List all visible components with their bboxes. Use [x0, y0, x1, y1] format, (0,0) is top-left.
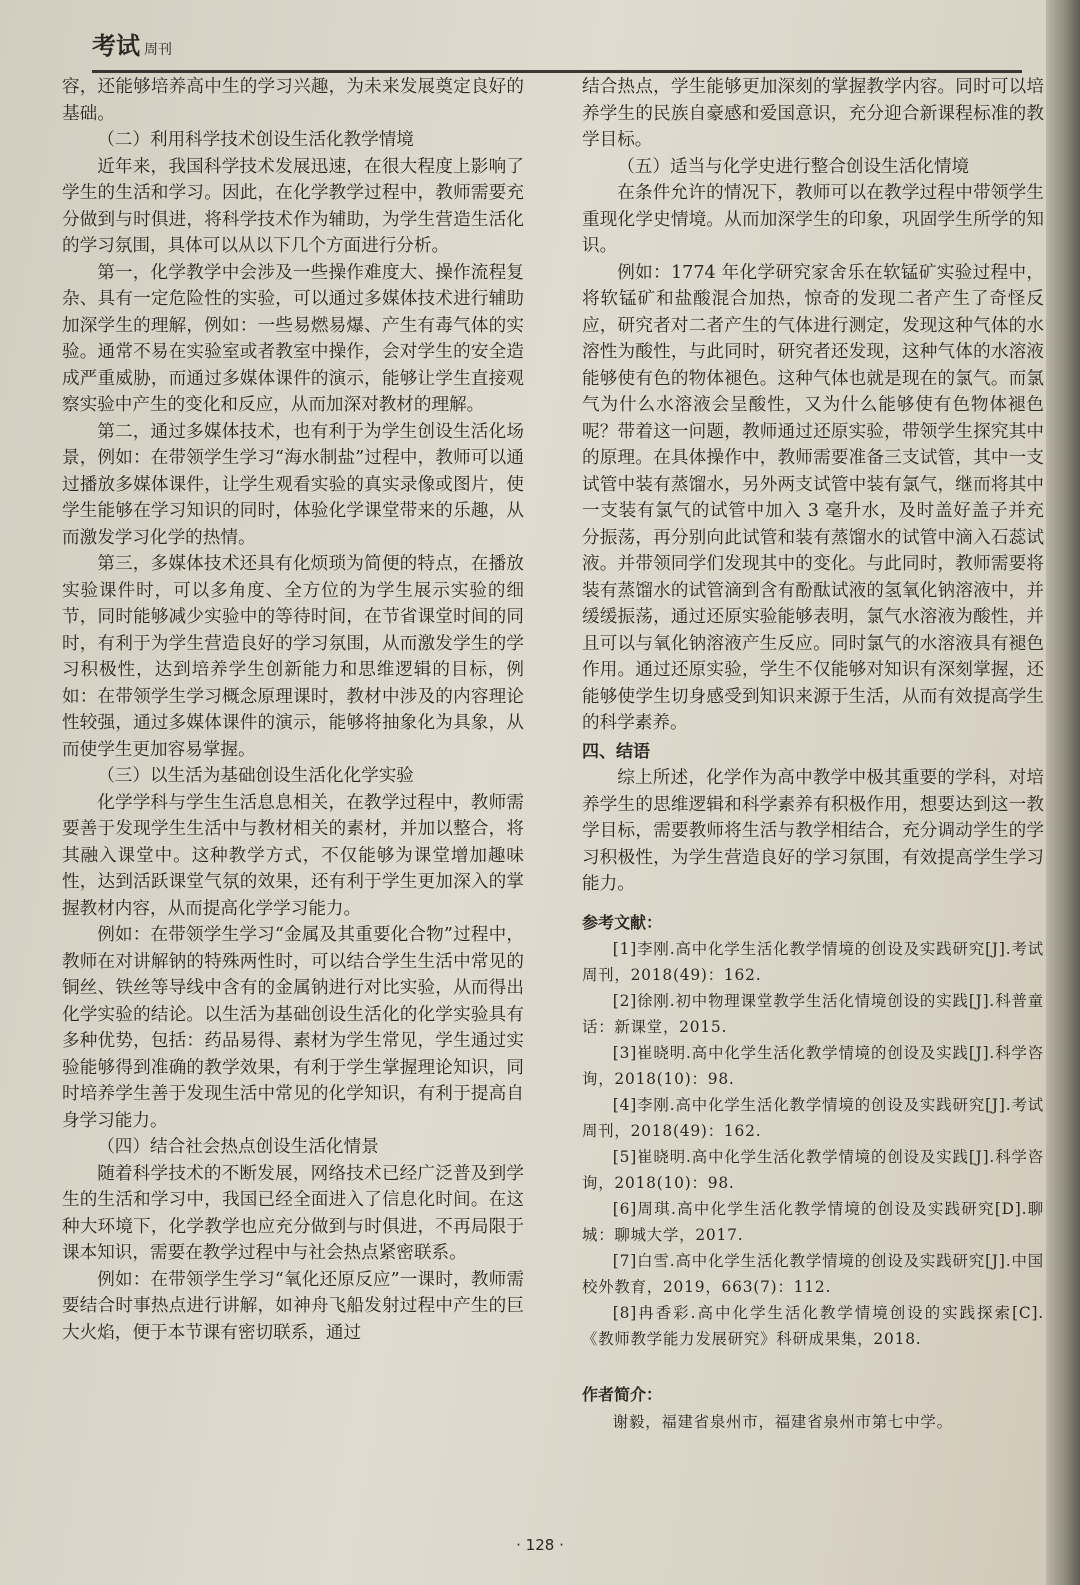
section-heading: 四、结语 [582, 741, 650, 762]
subsection-heading: （三）以生活为基础创设生活化化学实验 [97, 766, 414, 786]
paragraph: 例如：1774 年化学研究家舍乐在软锰矿实验过程中，将软锰矿和盐酸混合加热，惊奇的发现二者产生了奇怪反应，研究者对二者产生的气体进行测定，发现这种气体的水溶性为酸性，与此同时，研究者还发现，这种气体的水溶液能够使有色的物体褪色。这种气体也就是现在的氯气。而氯气为什么水溶液会呈酸性，又为什么能够使有色物体褪色呢？带着这一问题，教师通过还原实验，带领学生探究其中的原理。在具体操作中，教师需要准备三支试管，其中一支试管中装有蒸馏水，另外两支试管中装有氯气，继而将其中一支装有氯气的试管中加入 3 毫升水，及时盖好盖子并充分振荡，再分别向此试管和装有蒸馏水的试管中滴入石蕊试液。并带领同学们发现其中的变化。与此同时，教师需要将装有蒸馏水的试管滴到含有酚酞试液的氢氧化钠溶液中，并缓缓振荡，通过还原实验能够表明，氯气水溶液为酸性，并且可以与氧化钠溶液产生反应。同时氯气的水溶液具有褪色作用。通过还原实验，学生不仅能够对知识有深刻掌握，还能够使学生切身感受到知识来源于生活，从而有效提高学生的科学素养。 [582, 262, 1044, 733]
reference-item: [5]崔晓明.高中化学生活化教学情境的创设及实践[J].科学咨询，2018(10)：98. [582, 1148, 1044, 1192]
reference-item: [7]白雪.高中化学生活化教学情境的创设及实践研究[J].中国校外教育，2019，663(7)：112. [582, 1252, 1044, 1296]
references-heading: 参考文献： [582, 912, 663, 932]
reference-item: [8]冉香彩.高中化学生活化教学情境创设的实践探索[C].《教师教学能力发展研究》科研成果集，2018. [582, 1304, 1044, 1348]
paragraph: 第二，通过多媒体技术，也有利于为学生创设生活化场景，例如：在带领学生学习“海水制盐”过程中，教师可以通过播放多媒体课件，让学生观看实验的真实录像或图片，使学生能够在学习知识的同时，体验化学课堂带来的乐趣，从而激发学习化学的热情。 [62, 421, 524, 548]
paragraph: 随着科学技术的不断发展，网络技术已经广泛普及到学生的生活和学习中，我国已经全面进入了信息化时间。在这种大环境下，化学教学也应充分做到与时俱进，不再局限于课本知识，需要在教学过程中与社会热点紧密联系。 [62, 1163, 524, 1263]
paragraph: 化学学科与学生生活息息相关，在教学过程中，教师需要善于发现学生生活中与教材相关的素材，并加以整合，将其融入课堂中。这种教学方式，不仅能够为课堂增加趣味性，达到活跃课堂气氛的效果，还有利于学生更加深入的掌握教材内容，从而提高化学学习能力。 [62, 792, 524, 919]
paragraph: 例如：在带领学生学习“金属及其重要化合物”过程中，教师在对讲解钠的特殊两性时，可以结合学生生活中常见的铜丝、铁丝等导线中含有的金属钠进行对比实验，从而得出化学实验的结论。以生活为基础创设生活化的化学实验具有多种优势，包括：药品易得、素材为学生常见，学生通过实验能够得到准确的教学效果，有利于学生掌握理论知识，同时培养学生善于发现生活中常见的化学知识，有利于提高自身学习能力。 [62, 925, 524, 1131]
book-spine-shadow [1046, 0, 1080, 1585]
subsection-heading: （五）适当与化学史进行整合创设生活化情境 [617, 156, 970, 177]
reference-list [582, 936, 1044, 1352]
paragraph: 例如：在带领学生学习“氧化还原反应”一课时，教师需要结合时事热点进行讲解，如神舟飞船发射过程中产生的巨大火焰，便于本节课有密切联系，通过 [62, 1269, 524, 1343]
paragraph: 第一，化学教学中会涉及一些操作难度大、操作流程复杂、具有一定危险性的实验，可以通过多媒体技术进行辅助加深学生的理解，例如：一些易燃易爆、产生有毒气体的实验。通常不易在实验室或者教室中操作，会对学生的安全造成严重威胁，而通过多媒体课件的演示，能够让学生直接观察实验中产生的变化和反应，从而加深对教材的理解。 [62, 262, 524, 415]
paragraph: 结合热点，学生能够更加深刻的掌握教学内容。同时可以培养学生的民族自豪感和爱国意识，充分迎合新课程标准的教学目标。 [582, 77, 1044, 150]
reference-item: [3]崔晓明.高中化学生活化教学情境的创设及实践[J].科学咨询，2018(10)：98. [582, 1044, 1044, 1088]
paragraph: 近年来，我国科学技术发展迅速，在很大程度上影响了学生的生活和学习。因此，在化学教学过程中，教师需要充分做到与时俱进，将科学技术作为辅助，为学生营造生活化的学习氛围，具体可以从以下几个方面进行分析。 [62, 156, 524, 256]
paragraph: 第三，多媒体技术还具有化烦琐为简便的特点，在播放实验课件时，可以多角度、全方位的为学生展示实验的细节，同时能够减少实验中的等待时间，在节省课堂时间的同时，有利于为学生营造良好的学习氛围，从而激发学生的学习积极性，达到培养学生创新能力和思维逻辑的目标，例如：在带领学生学习概念原理课时，教材中涉及的内容理论性较强，通过多媒体课件的演示，能够将抽象化为具象，从而使学生更加容易掌握。 [62, 554, 524, 760]
subsection-heading: （二）利用科学技术创设生活化教学情境 [97, 130, 414, 150]
author-heading: 作者简介： [582, 1385, 663, 1404]
author-info: 谢毅，福建省泉州市，福建省泉州市第七中学。 [612, 1412, 953, 1431]
reference-item: [1]李刚.高中化学生活化教学情境的创设及实践研究[J].考试周刊，2018(49)：162. [582, 940, 1044, 984]
journal-brand-sub: 周刊 [144, 42, 172, 58]
journal-brand: 考试 [92, 32, 140, 60]
paragraph: 在条件允许的情况下，教师可以在教学过程中带领学生重现化学史情境。从而加深学生的印象，巩固学生所学的知识。 [582, 183, 1044, 256]
left-column [62, 74, 524, 1346]
reference-item: [2]徐刚.初中物理课堂教学生活化情境创设的实践[J].科普童话：新课堂，2015. [582, 992, 1044, 1036]
reference-item: [4]李刚.高中化学生活化教学情境的创设及实践研究[J].考试周刊，2018(49)：162. [582, 1096, 1044, 1140]
right-column [582, 74, 1044, 1435]
paragraph: 综上所述，化学作为高中教学中极其重要的学科，对培养学生的思维逻辑和科学素养有积极作用，想要达到这一教学目标，需要教师将生活与教学相结合，充分调动学生的学习积极性，为学生营造良好的学习氛围，有效提高学生学习能力。 [582, 768, 1044, 894]
subsection-heading: （四）结合社会热点创设生活化情景 [97, 1137, 379, 1157]
page-number: · 128 · [516, 1536, 564, 1554]
reference-item: [6]周琪.高中化学生活化教学情境的创设及实践研究[D].聊城：聊城大学，2017. [582, 1200, 1044, 1244]
page-header [92, 26, 1022, 73]
paragraph: 容，还能够培养高中生的学习兴趣，为未来发展奠定良好的基础。 [62, 77, 524, 124]
